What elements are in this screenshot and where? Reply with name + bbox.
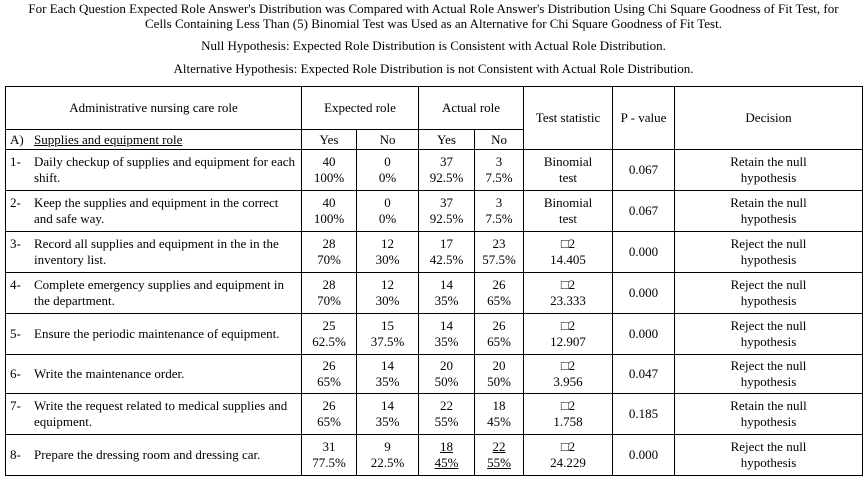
test-statistic-name: Binomial — [543, 154, 593, 169]
decision-line-1: Reject the null — [730, 318, 807, 333]
decision-cell — [675, 355, 863, 394]
decision-cell — [675, 150, 863, 191]
p-value-cell: 0.000 — [613, 435, 675, 476]
decision-line-2: hypothesis — [740, 252, 797, 267]
actual-yes-cell — [419, 355, 475, 394]
expected-yes-cell — [302, 355, 357, 394]
test-statistic-name: □2 — [560, 358, 576, 373]
role-cell — [6, 394, 302, 435]
actual-yes-count: 20 — [440, 358, 454, 373]
expected-yes-cell — [302, 191, 357, 232]
actual-no-cell — [475, 273, 524, 314]
category-label: Supplies and equipment role — [34, 131, 183, 147]
expected-no-cell — [357, 394, 419, 435]
actual-yes-count: 37 — [440, 195, 454, 210]
expected-no-percent: 30% — [375, 293, 400, 308]
actual-yes-percent: 92.5% — [429, 170, 464, 185]
decision-cell — [675, 232, 863, 273]
expected-no-cell — [357, 273, 419, 314]
expected-no-percent: 22.5% — [370, 455, 405, 470]
decision-cell — [675, 314, 863, 355]
intro-line-1: For Each Question Expected Role Answer's Distribution was Compared with Actual Role Answer's Distribution Using Chi Square Goodness of Fit Test, for — [28, 1, 839, 16]
role-cell — [6, 150, 302, 191]
test-statistic-value: 12.907 — [550, 334, 586, 349]
row-number: 1- — [10, 154, 21, 169]
actual-no-percent: 57.5% — [482, 252, 516, 267]
expected-no-cell — [357, 191, 419, 232]
actual-yes-count: 14 — [440, 277, 454, 292]
test-statistic-name: □2 — [560, 236, 576, 251]
actual-no-cell — [475, 191, 524, 232]
category-row — [6, 130, 302, 150]
actual-no-cell — [475, 435, 524, 476]
expected-no-cell — [357, 232, 419, 273]
decision-cell — [675, 394, 863, 435]
test-statistic-name: □2 — [560, 318, 576, 333]
actual-no-count: 26 — [492, 277, 506, 292]
actual-no-count: 22 — [492, 439, 506, 454]
table-row — [6, 232, 863, 273]
test-statistic-cell — [524, 232, 613, 273]
test-statistic-value: 24.229 — [550, 455, 586, 470]
row-number: 8- — [10, 447, 21, 462]
expected-yes-cell — [302, 394, 357, 435]
actual-no-count: 18 — [492, 398, 506, 413]
p-value-cell: 0.067 — [613, 191, 675, 232]
results-table — [5, 86, 863, 476]
expected-no-percent: 35% — [375, 374, 400, 389]
role-text: Ensure the periodic maintenance of equipment. — [34, 326, 280, 341]
expected-yes-percent: 100% — [313, 170, 345, 185]
decision-line-2: hypothesis — [740, 170, 797, 185]
p-value-cell: 0.000 — [613, 232, 675, 273]
actual-yes-count: 37 — [440, 154, 454, 169]
decision-line-2: hypothesis — [740, 211, 797, 226]
expected-no-count: 14 — [381, 358, 394, 373]
test-statistic-name: □2 — [560, 277, 576, 292]
actual-no-count: 3 — [495, 154, 503, 169]
expected-yes-percent: 62.5% — [312, 334, 346, 349]
expected-yes-cell — [302, 232, 357, 273]
header-expected-yes: Yes — [302, 130, 357, 150]
header-test-statistic: Test statistic — [524, 87, 613, 150]
expected-yes-cell — [302, 273, 357, 314]
actual-no-count: 26 — [492, 318, 506, 333]
row-number: 3- — [10, 236, 21, 251]
test-statistic-cell — [524, 314, 613, 355]
decision-line-1: Reject the null — [730, 358, 807, 373]
role-text: Write the request related to medical supplies and equipment. — [34, 398, 288, 429]
test-statistic-cell — [524, 150, 613, 191]
expected-no-cell — [357, 355, 419, 394]
decision-line-2: hypothesis — [740, 293, 797, 308]
expected-no-percent: 0% — [378, 170, 397, 185]
actual-yes-count: 17 — [440, 236, 454, 251]
expected-no-count: 9 — [384, 439, 391, 454]
expected-no-percent: 37.5% — [370, 334, 405, 349]
row-number: 5- — [10, 326, 21, 341]
expected-no-count: 0 — [384, 195, 391, 210]
row-number: 2- — [10, 195, 21, 210]
decision-line-2: hypothesis — [740, 414, 797, 429]
expected-no-cell — [357, 314, 419, 355]
actual-no-percent: 65% — [487, 293, 511, 308]
expected-yes-count: 28 — [322, 277, 336, 292]
decision-line-2: hypothesis — [740, 374, 797, 389]
test-statistic-value: 1.758 — [553, 414, 583, 429]
decision-line-1: Retain the null — [730, 154, 807, 169]
expected-yes-percent: 65% — [317, 414, 341, 429]
table-row — [6, 150, 863, 191]
row-number: 6- — [10, 366, 21, 381]
actual-yes-percent: 55% — [434, 414, 459, 429]
p-value-cell: 0.047 — [613, 355, 675, 394]
table-row — [6, 191, 863, 232]
actual-yes-cell — [419, 191, 475, 232]
actual-yes-cell — [419, 273, 475, 314]
row-number: 4- — [10, 277, 21, 292]
intro-line-2: Cells Containing Less Than (5) Binomial Test was Used as an Alternative for Chi Square Goodness of Fit Test. — [145, 16, 722, 31]
actual-no-cell — [475, 150, 524, 191]
test-statistic-value: test — [558, 211, 578, 226]
decision-cell — [675, 191, 863, 232]
p-value-cell: 0.000 — [613, 273, 675, 314]
expected-no-count: 14 — [381, 398, 394, 413]
actual-no-percent: 7.5% — [485, 211, 513, 226]
alternative-hypothesis: Alternative Hypothesis: Expected Role Distribution is not Consistent with Actual Role Distribution. — [173, 61, 694, 76]
expected-yes-cell — [302, 435, 357, 476]
actual-yes-percent: 92.5% — [429, 211, 464, 226]
role-text: Daily checkup of supplies and equipment for each shift. — [34, 154, 295, 185]
expected-yes-count: 40 — [322, 195, 336, 210]
expected-yes-count: 31 — [322, 439, 336, 454]
role-text: Write the maintenance order. — [34, 366, 185, 381]
actual-no-count: 20 — [492, 358, 506, 373]
header-actual-no: No — [475, 130, 524, 150]
decision-line-1: Retain the null — [730, 195, 807, 210]
p-value-cell: 0.067 — [613, 150, 675, 191]
actual-yes-cell — [419, 150, 475, 191]
actual-yes-cell — [419, 314, 475, 355]
expected-yes-count: 40 — [322, 154, 336, 169]
role-text: Record all supplies and equipment in the in the inventory list. — [34, 236, 279, 267]
expected-yes-cell — [302, 314, 357, 355]
actual-no-count: 23 — [492, 236, 506, 251]
expected-no-cell — [357, 150, 419, 191]
role-text: Keep the supplies and equipment in the correct and safe way. — [34, 195, 279, 226]
expected-yes-cell — [302, 150, 357, 191]
actual-yes-cell — [419, 394, 475, 435]
actual-no-percent: 55% — [487, 455, 511, 470]
expected-yes-count: 26 — [322, 358, 336, 373]
header-actual-role: Actual role — [419, 87, 524, 130]
header-expected-no: No — [357, 130, 419, 150]
test-statistic-cell — [524, 394, 613, 435]
actual-no-cell — [475, 394, 524, 435]
actual-yes-cell — [419, 435, 475, 476]
actual-no-cell — [475, 314, 524, 355]
test-statistic-cell — [524, 435, 613, 476]
test-statistic-name: □2 — [560, 439, 576, 454]
header-p-value: P - value — [613, 87, 675, 150]
table-row — [6, 435, 863, 476]
actual-no-cell — [475, 232, 524, 273]
actual-yes-count: 18 — [440, 439, 454, 454]
test-statistic-value: 23.333 — [550, 293, 586, 308]
test-statistic-value: 3.956 — [553, 374, 583, 389]
role-cell — [6, 355, 302, 394]
test-statistic-name: □2 — [560, 398, 576, 413]
role-cell — [6, 314, 302, 355]
actual-yes-percent: 35% — [434, 334, 459, 349]
actual-yes-percent: 35% — [434, 293, 459, 308]
expected-no-cell — [357, 435, 419, 476]
role-cell — [6, 191, 302, 232]
role-cell — [6, 273, 302, 314]
decision-line-1: Retain the null — [730, 398, 807, 413]
actual-yes-percent: 45% — [434, 455, 459, 470]
actual-no-count: 3 — [495, 195, 503, 210]
decision-line-1: Reject the null — [730, 277, 807, 292]
decision-line-2: hypothesis — [740, 455, 797, 470]
table-row — [6, 355, 863, 394]
actual-yes-percent: 42.5% — [429, 252, 464, 267]
table-row — [6, 314, 863, 355]
decision-cell — [675, 435, 863, 476]
decision-line-2: hypothesis — [740, 334, 797, 349]
p-value-cell: 0.000 — [613, 314, 675, 355]
decision-cell — [675, 273, 863, 314]
expected-yes-percent: 100% — [313, 211, 345, 226]
test-statistic-cell — [524, 191, 613, 232]
actual-no-percent: 50% — [487, 374, 511, 389]
role-cell — [6, 232, 302, 273]
actual-yes-count: 22 — [440, 398, 454, 413]
role-text: Complete emergency supplies and equipment in the department. — [34, 277, 284, 308]
test-statistic-cell — [524, 355, 613, 394]
expected-no-count: 12 — [381, 236, 394, 251]
test-statistic-name: Binomial — [543, 195, 593, 210]
actual-no-percent: 65% — [487, 334, 511, 349]
actual-yes-percent: 50% — [434, 374, 459, 389]
null-hypothesis: Null Hypothesis: Expected Role Distribution is Consistent with Actual Role Distribution. — [201, 38, 666, 53]
header-expected-role: Expected role — [302, 87, 419, 130]
expected-no-percent: 0% — [378, 211, 397, 226]
expected-no-percent: 35% — [375, 414, 400, 429]
expected-yes-percent: 70% — [317, 293, 341, 308]
actual-yes-cell — [419, 232, 475, 273]
test-statistic-cell — [524, 273, 613, 314]
test-statistic-value: test — [558, 170, 578, 185]
expected-yes-count: 26 — [322, 398, 336, 413]
header-role: Administrative nursing care role — [6, 87, 302, 130]
decision-line-1: Reject the null — [730, 236, 807, 251]
header-decision: Decision — [675, 87, 863, 150]
test-statistic-value: 14.405 — [550, 252, 586, 267]
category-prefix: A) — [10, 131, 24, 147]
expected-yes-count: 28 — [322, 236, 336, 251]
row-number: 7- — [10, 398, 21, 413]
p-value-cell: 0.185 — [613, 394, 675, 435]
header-actual-yes: Yes — [419, 130, 475, 150]
expected-no-count: 15 — [381, 318, 394, 333]
expected-yes-percent: 70% — [317, 252, 341, 267]
expected-yes-percent: 77.5% — [312, 455, 346, 470]
decision-line-1: Reject the null — [730, 439, 807, 454]
expected-yes-percent: 65% — [317, 374, 341, 389]
table-row — [6, 273, 863, 314]
table-row — [6, 394, 863, 435]
actual-no-percent: 45% — [487, 414, 511, 429]
actual-no-percent: 7.5% — [485, 170, 513, 185]
expected-no-count: 12 — [381, 277, 394, 292]
role-text: Prepare the dressing room and dressing car. — [34, 447, 261, 462]
expected-yes-count: 25 — [322, 318, 336, 333]
role-cell — [6, 435, 302, 476]
expected-no-percent: 30% — [375, 252, 400, 267]
expected-no-count: 0 — [384, 154, 391, 169]
actual-no-cell — [475, 355, 524, 394]
actual-yes-count: 14 — [440, 318, 454, 333]
